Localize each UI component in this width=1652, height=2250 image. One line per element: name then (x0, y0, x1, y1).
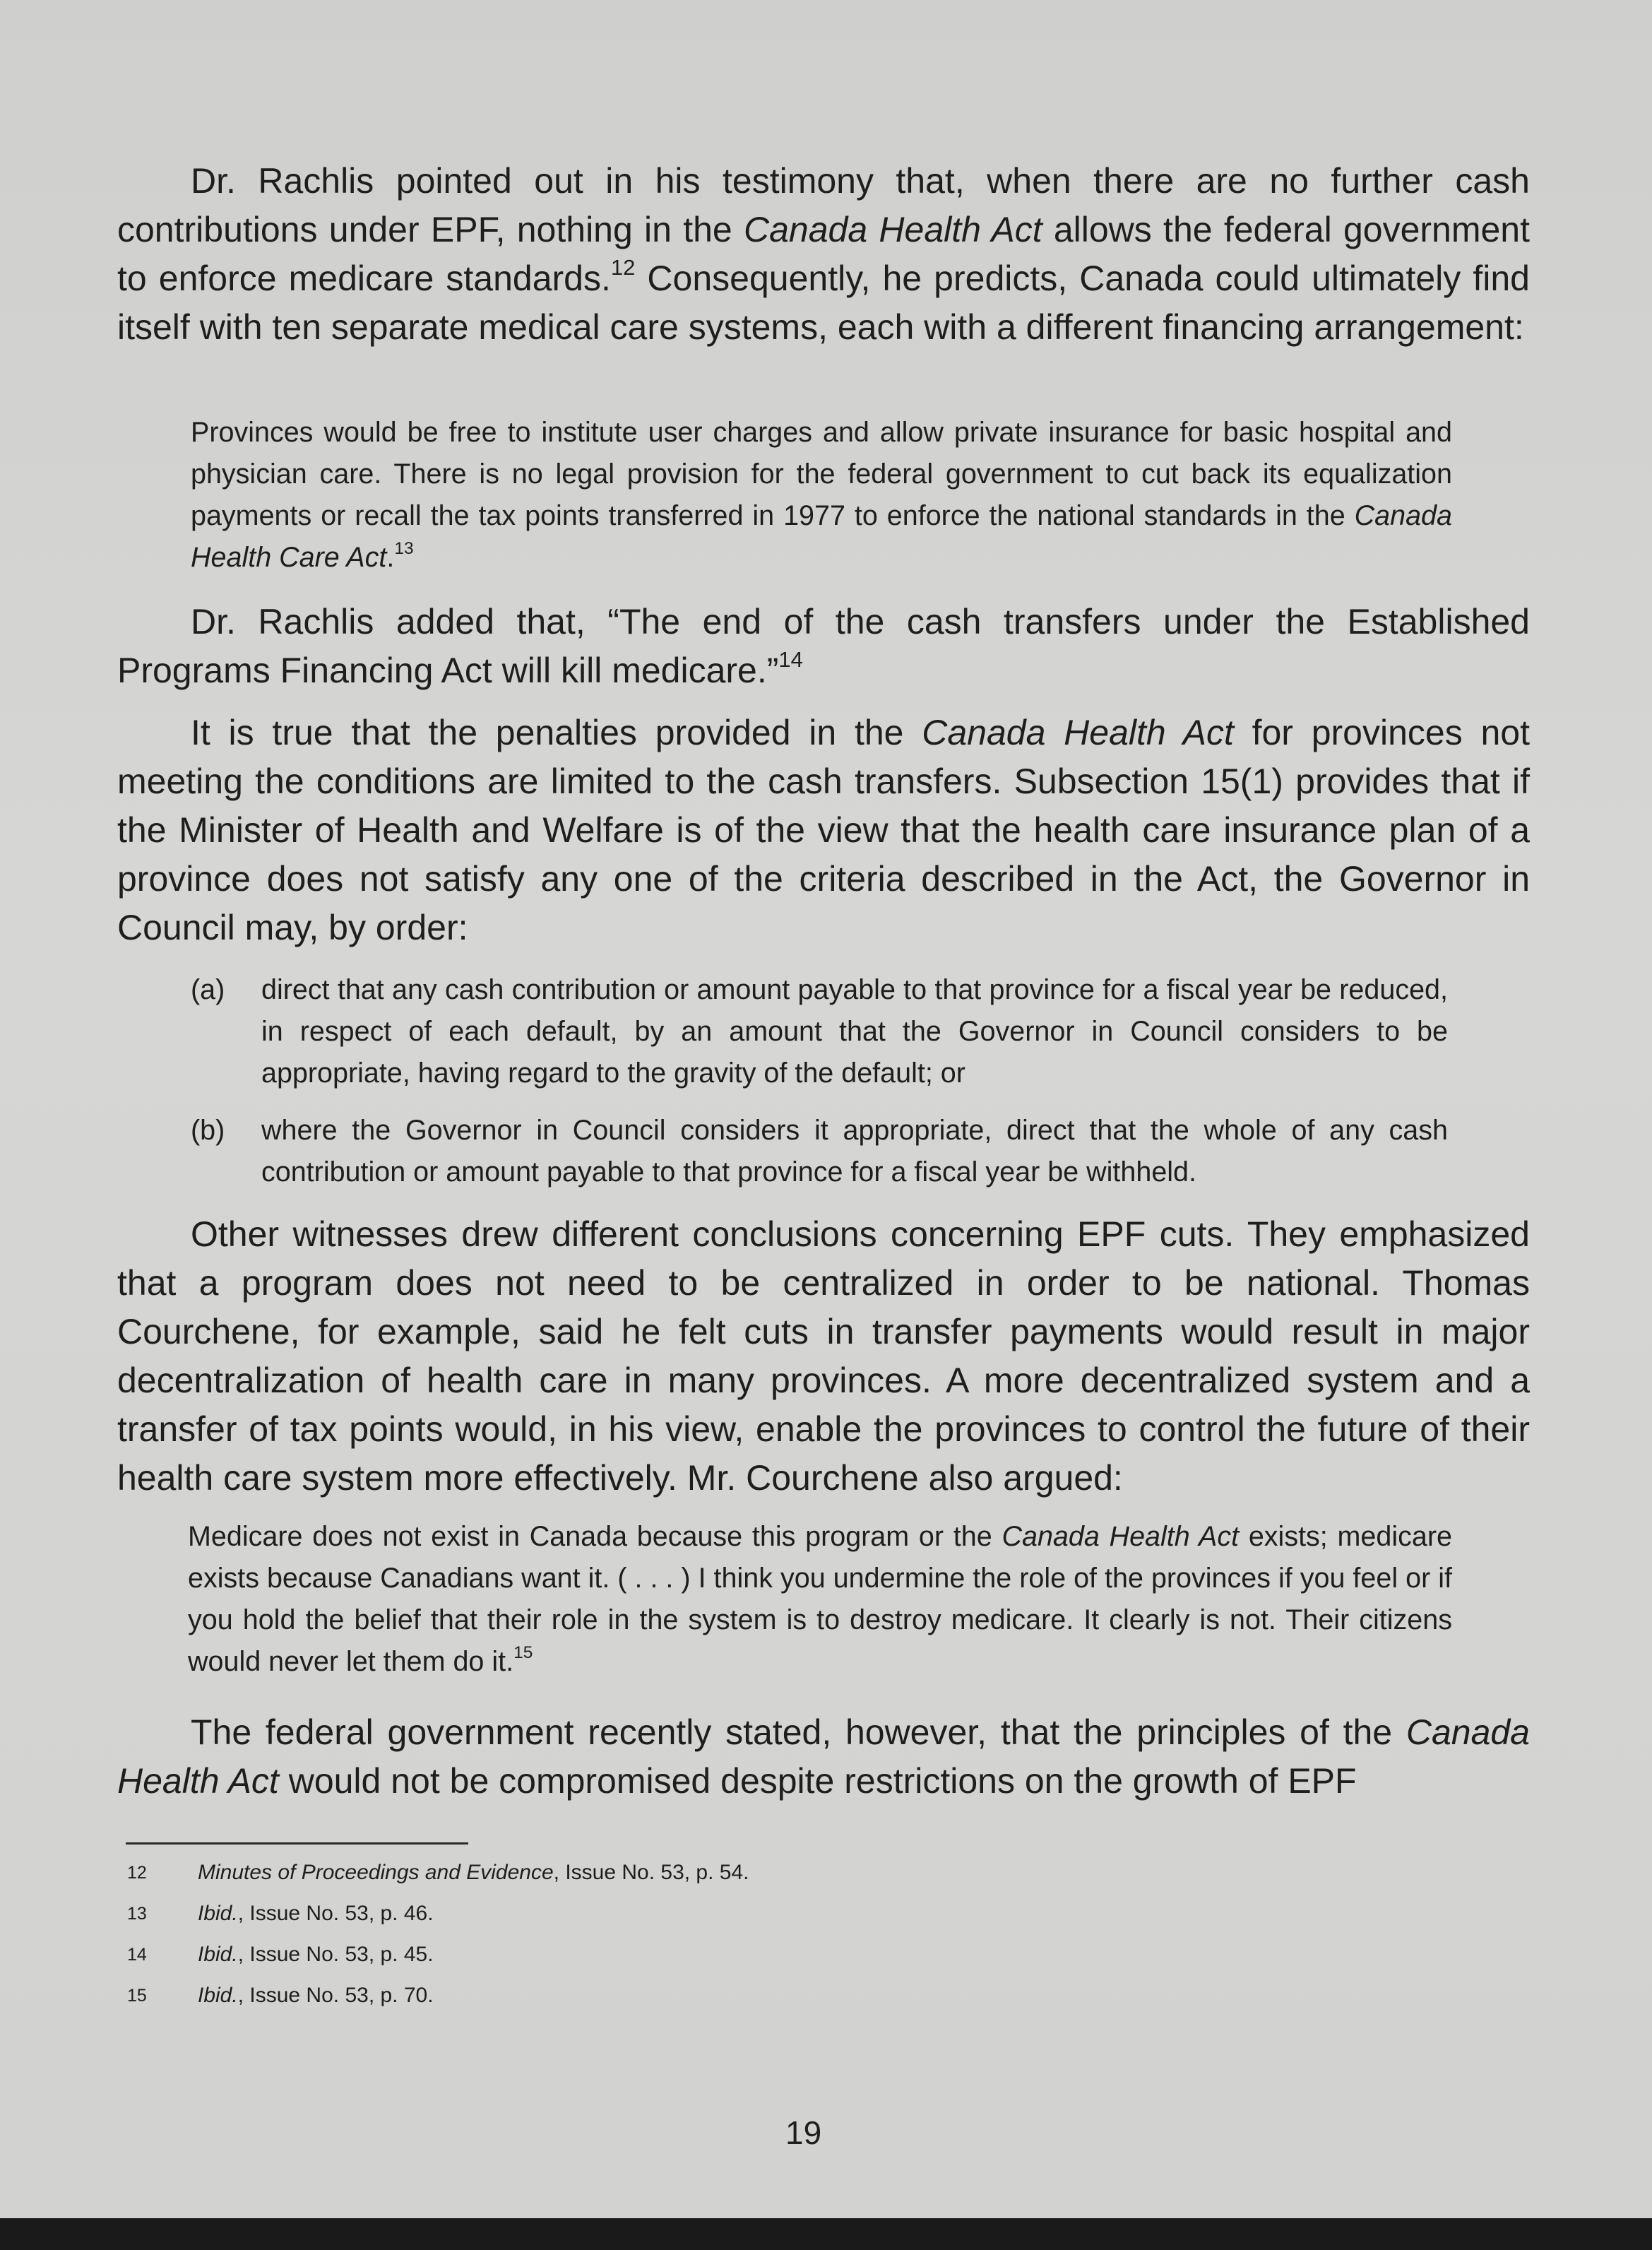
quote1-text-a: Provinces would be free to institute user charges and allow private insurance for basic hospital and physician care. There is no legal provision for the federal government to cut back its equalization payments or recall the tax points transferred in 1977 to enforce the national standards in the (191, 417, 1452, 531)
quote2-text-b: exists; medicare exists because Canadians want it. ( . . . ) I think you undermine the role of the provinces if you feel or if you hold the belief that their role in the system is to destroy medicare. It clearly is not. Their citizens would never let them do it. (188, 1521, 1452, 1677)
footnote-number: 15 (127, 1986, 147, 2006)
para3-text-b: for provinces not meeting the conditions are limited to the cash transfers. Subsection 15(1) provides that if the Minister of Health and Welfare is of the view that the health care insurance plan of a province does not satisfy any one of the criteria described in the Act, the Governor in Council may, by order: (117, 713, 1530, 947)
para1-act-title: Canada Health Act (744, 210, 1042, 249)
footnote-ref-14: 14 (778, 646, 803, 672)
para1-text-c: Consequently, he predicts, Canada could ultimately find itself with ten separate medical care systems, each with a different financing arrangement: (117, 259, 1530, 347)
paragraph-rachlis-added (117, 598, 1530, 695)
para3-text-a: It is true that the penalties provided in the (191, 713, 922, 752)
footnote-ref-13: 13 (394, 539, 414, 559)
footnote-number: 13 (127, 1904, 147, 1924)
footnote-number: 12 (127, 1863, 147, 1883)
para4-text: Other witnesses drew different conclusions concerning EPF cuts. They emphasized that a program does not need to be centralized in order to be national. Thomas Courchene, for example, said he felt cuts in transfer payments would result in major decentralization of health care in many provinces. A more decentralized system and a transfer of tax points would, in his view, enable the provinces to control the future of their health care system more effectively. Mr. Courchene also argued: (117, 1214, 1530, 1498)
list-marker-b: (b) (191, 1115, 225, 1146)
list-marker-a: (a) (191, 974, 225, 1005)
para1-text-a: Dr. Rachlis pointed out in his testimony that, when there are no further cash contributions under EPF, nothing in the (117, 161, 1530, 249)
paragraph-other-witnesses (117, 1210, 1530, 1503)
list-text-b: where the Governor in Council considers it appropriate, direct that the whole of any cash contribution or amount payable to that province for a fiscal year be withheld. (261, 1115, 1448, 1188)
footnote-source-title: Minutes of Proceedings and Evidence (198, 1861, 554, 1884)
footnote-source-title: Ibid. (198, 1902, 238, 1925)
footnote-citation: , Issue No. 53, p. 45. (237, 1943, 434, 1966)
footnote-citation: , Issue No. 53, p. 54. (553, 1861, 749, 1884)
footnote-source-title: Ibid. (198, 1984, 238, 2007)
list-text-a: direct that any cash contribution or amount payable to that province for a fiscal year be reduced, in respect of each default, by an amount that the Governor in Council considers to be appropriate, having regard to the gravity of the default; or (261, 974, 1448, 1089)
footnote-citation: , Issue No. 53, p. 70. (237, 1984, 434, 2007)
para3-act-title: Canada Health Act (922, 713, 1234, 752)
footnote-separator (126, 1842, 468, 1845)
para5-text-b: would not be compromised despite restrictions on the growth of EPF (278, 1761, 1357, 1801)
footnote-ref-12: 12 (610, 254, 636, 280)
quote1-text-b: . (386, 542, 395, 573)
paragraph-federal-government (117, 1708, 1530, 1806)
para5-text-a: The federal government recently stated, however, that the principles of the (191, 1712, 1406, 1752)
para2-text: Dr. Rachlis added that, “The end of the cash transfers under the Established Programs Financing Act will kill medicare.” (117, 602, 1530, 690)
quote2-act-title: Canada Health Act (1002, 1521, 1240, 1552)
quote1-act-title: Canada Health Care Act (191, 500, 1452, 573)
block-quote-courchene (188, 1516, 1452, 1683)
quote2-text-a: Medicare does not exist in Canada because this program or the (188, 1521, 1002, 1552)
footnote-ref-15: 15 (513, 1643, 533, 1663)
page-number: 19 (785, 2114, 822, 2151)
paragraph-rachlis-testimony (117, 157, 1530, 352)
para1-text-b: allows the federal government to enforce medicare standards. (117, 210, 1531, 298)
scan-bottom-edge (0, 2218, 1652, 2250)
footnote-citation: , Issue No. 53, p. 46. (237, 1902, 434, 1925)
paragraph-penalties (117, 709, 1530, 952)
block-quote-rachlis (191, 412, 1452, 579)
para5-act-title: Canada Health Act (117, 1712, 1530, 1801)
footnote-source-title: Ibid. (198, 1943, 238, 1966)
footnote-number: 14 (127, 1945, 147, 1965)
